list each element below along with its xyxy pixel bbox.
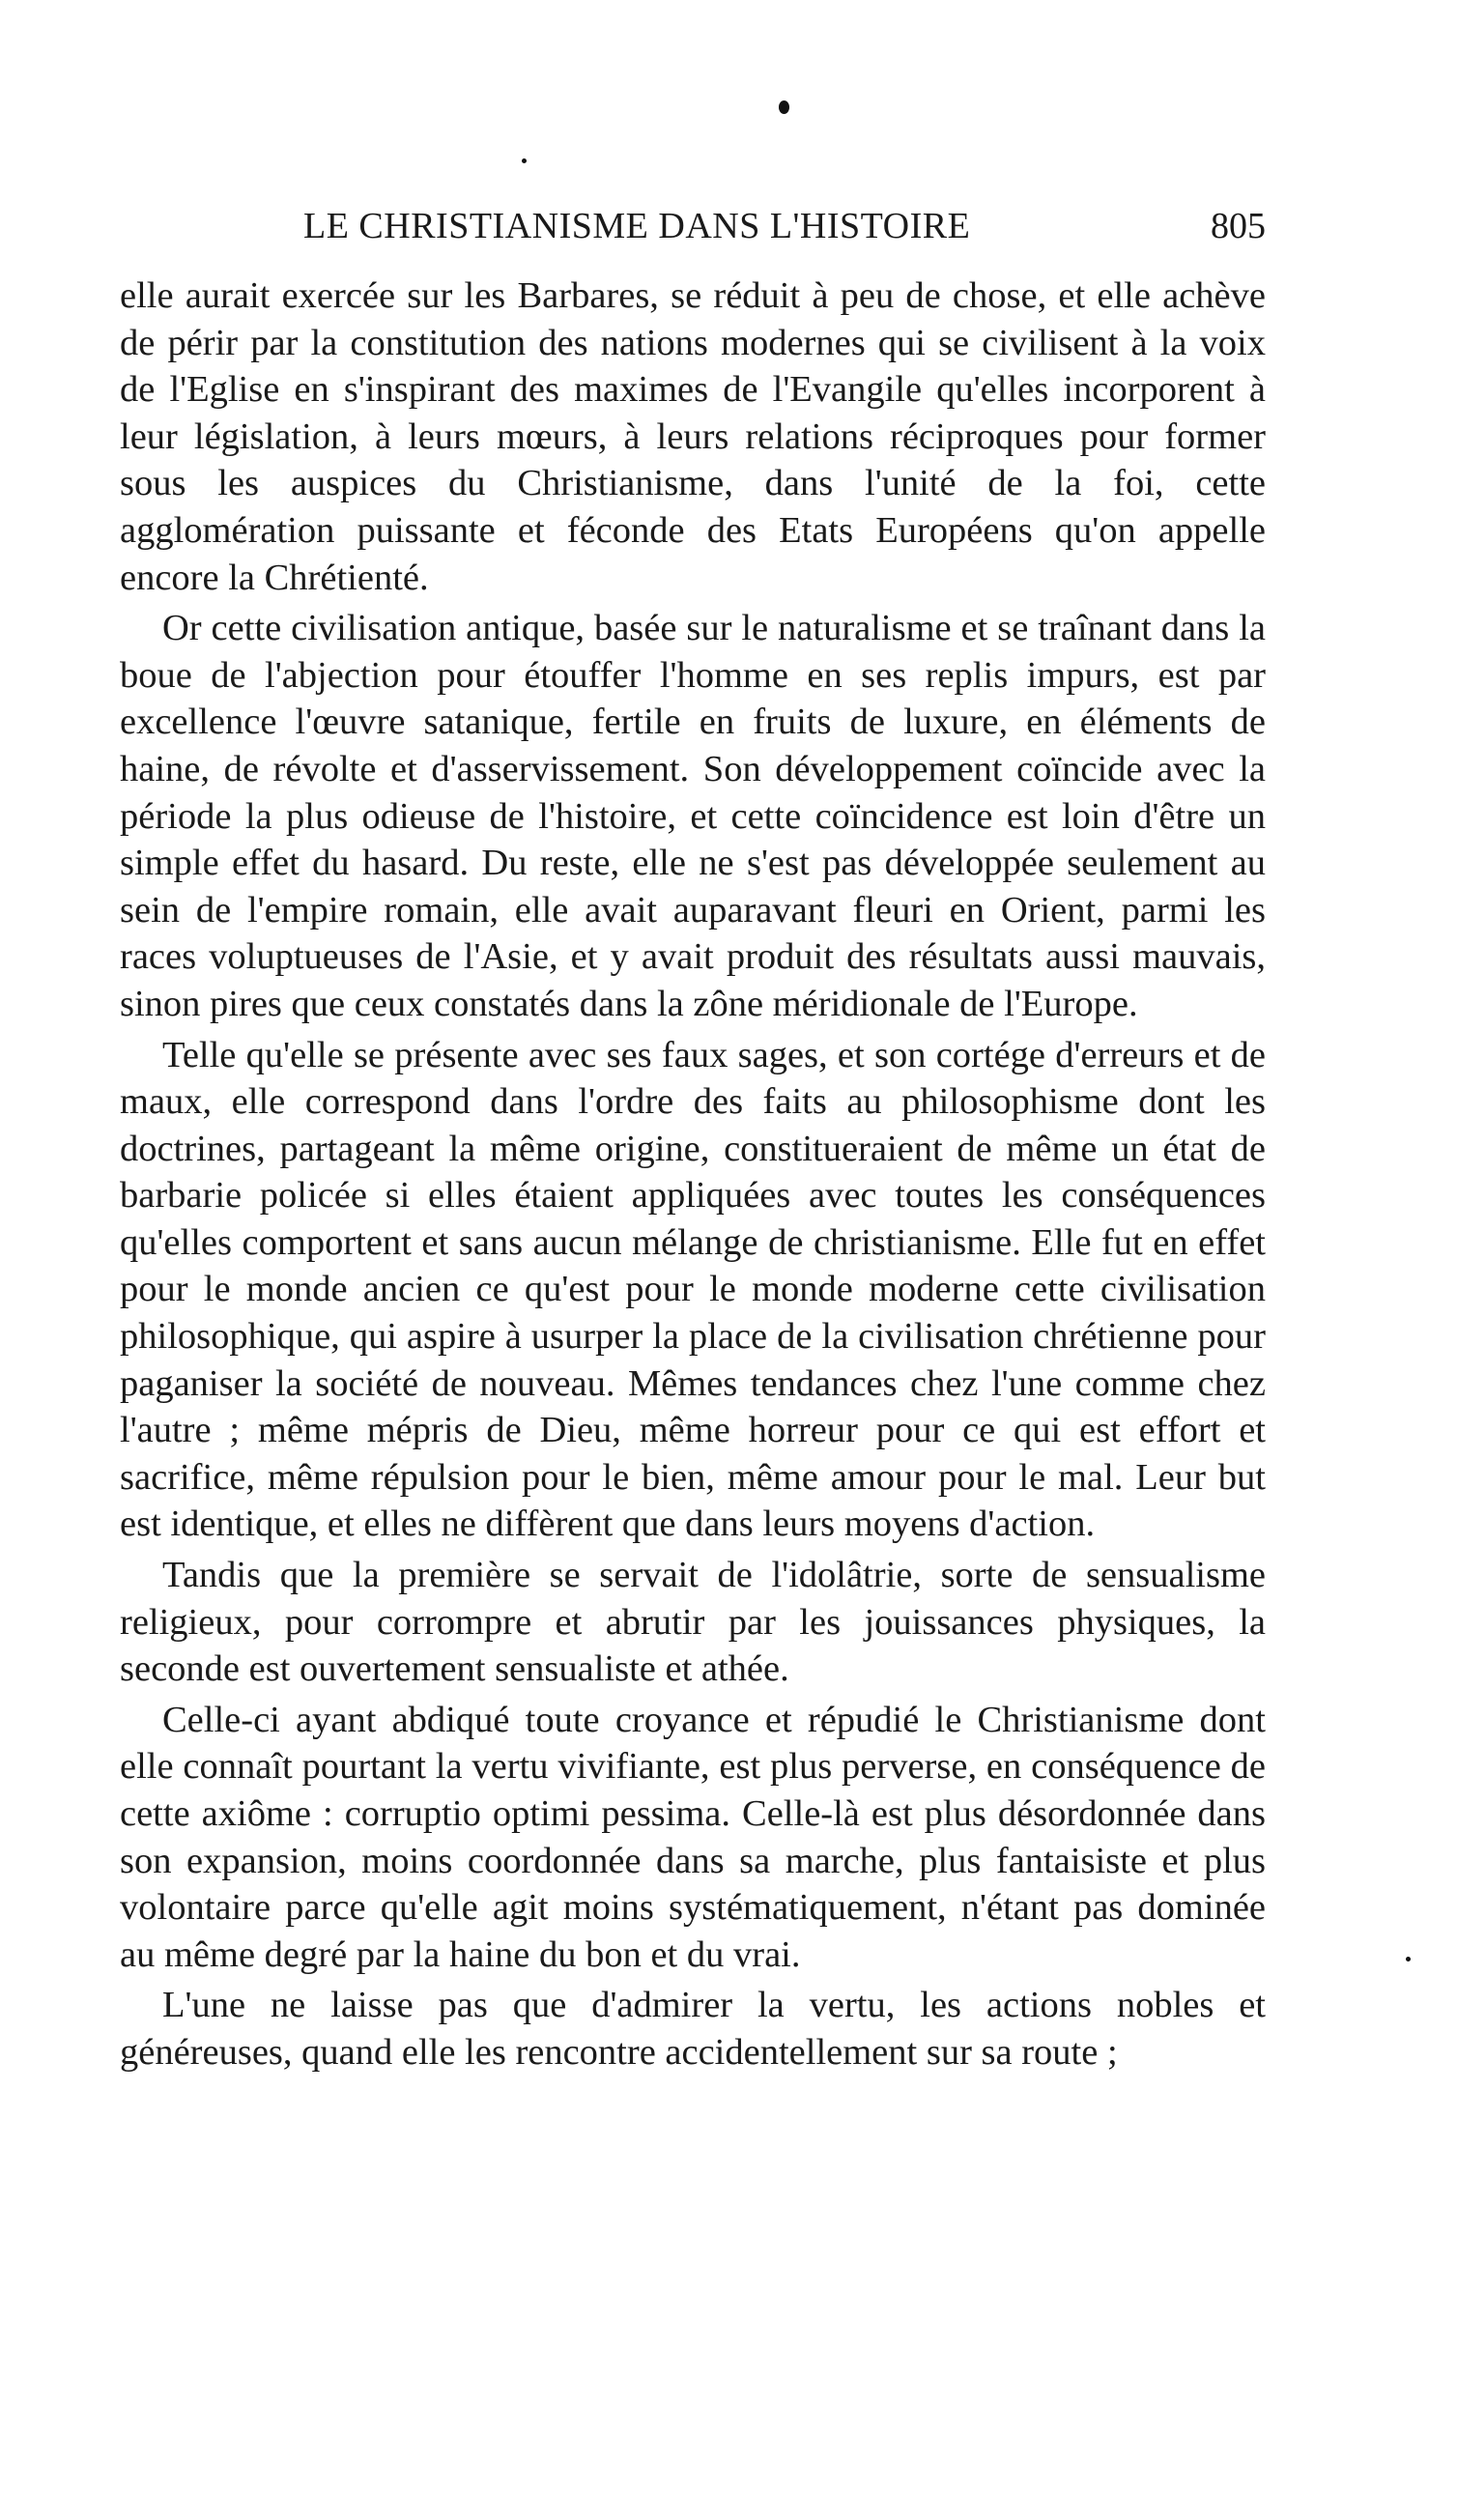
- ink-speck: [779, 100, 789, 114]
- page-number: 805: [1211, 206, 1266, 246]
- ink-speck: [522, 158, 527, 163]
- paragraph: Telle qu'elle se présente avec ses faux sages, et son cortége d'erreurs et de maux, elle correspond dans l'ordre des faits au philosophisme dont les doctrines, partageant la même origine, constitueraient de même un état de barbarie policée si elles étaient appliquées avec toutes les conséquences qu'elles comportent et sans aucun mélange de christianisme. Elle fut en effet pour le monde ancien ce qu'est pour le monde moderne cette civilisation philosophique, qui aspire à usurper la place de la civilisation chrétienne pour paganiser la société de nouveau. Mêmes tendances chez l'une comme chez l'autre ; même mépris de Dieu, même horreur pour ce qui est effort et sacrifice, même répulsion pour le bien, même amour pour le mal. Leur but est identique, et elles ne diffèrent que dans leurs moyens d'action.: [120, 1034, 1266, 1545]
- paragraph: L'une ne laisse pas que d'admirer la vertu, les actions nobles et généreuses, quand elle les rencontre accidentellement sur sa route ;: [120, 1985, 1266, 2073]
- running-title: LE CHRISTIANISME DANS L'HISTOIRE: [303, 206, 971, 246]
- paragraph: Tandis que la première se servait de l'idolâtrie, sorte de sensualisme religieux, pour corrompre et abrutir par les jouissances physiques, la seconde est ouvertement sensualiste et athée.: [120, 1555, 1266, 1690]
- paragraph: Or cette civilisation antique, basée sur le naturalisme et se traînant dans la boue de l'abjection pour étouffer l'homme en ses replis impurs, est par excellence l'œuvre satanique, fertile en fruits de luxure, en éléments de haine, de révolte et d'asservissement. Son développement coïncide avec la période la plus odieuse de l'histoire, et cette coïncidence est loin d'être un simple effet du hasard. Du reste, elle ne s'est pas développée seulement au sein de l'empire romain, elle avait auparavant fleuri en Orient, parmi les races voluptueuses de l'Asie, et y avait produit des résultats aussi mauvais, sinon pires que ceux constatés dans la zône méridionale de l'Europe.: [120, 608, 1266, 1024]
- paragraph: elle aurait exercée sur les Barbares, se réduit à peu de chose, et elle achève de périr par la constitution des nations modernes qui se civilisent à la voix de l'Eglise en s'inspirant des maximes de l'Evangile qu'elles incorporent à leur législation, à leurs mœurs, à leurs relations réciproques pour former sous les auspices du Christianisme, dans l'unité de la foi, cette agglomération puissante et féconde des Etats Européens qu'on appelle encore la Chrétienté.: [120, 275, 1266, 598]
- text-body: [120, 272, 1266, 2076]
- paragraph: Celle-ci ayant abdiqué toute croyance et répudié le Christianisme dont elle connaît pourtant la vertu vivifiante, est plus perverse, en conséquence de cette axiôme : corruptio optimi pessima. Celle-là est plus désordonnée dans son expansion, moins coordonnée dans sa marche, plus fantaisiste et plus volontaire parce qu'elle agit moins systématiquement, n'étant pas dominée au même degré par la haine du bon et du vrai.: [120, 1699, 1266, 1975]
- ink-speck: [1406, 1957, 1411, 1962]
- page-header: [120, 199, 1266, 253]
